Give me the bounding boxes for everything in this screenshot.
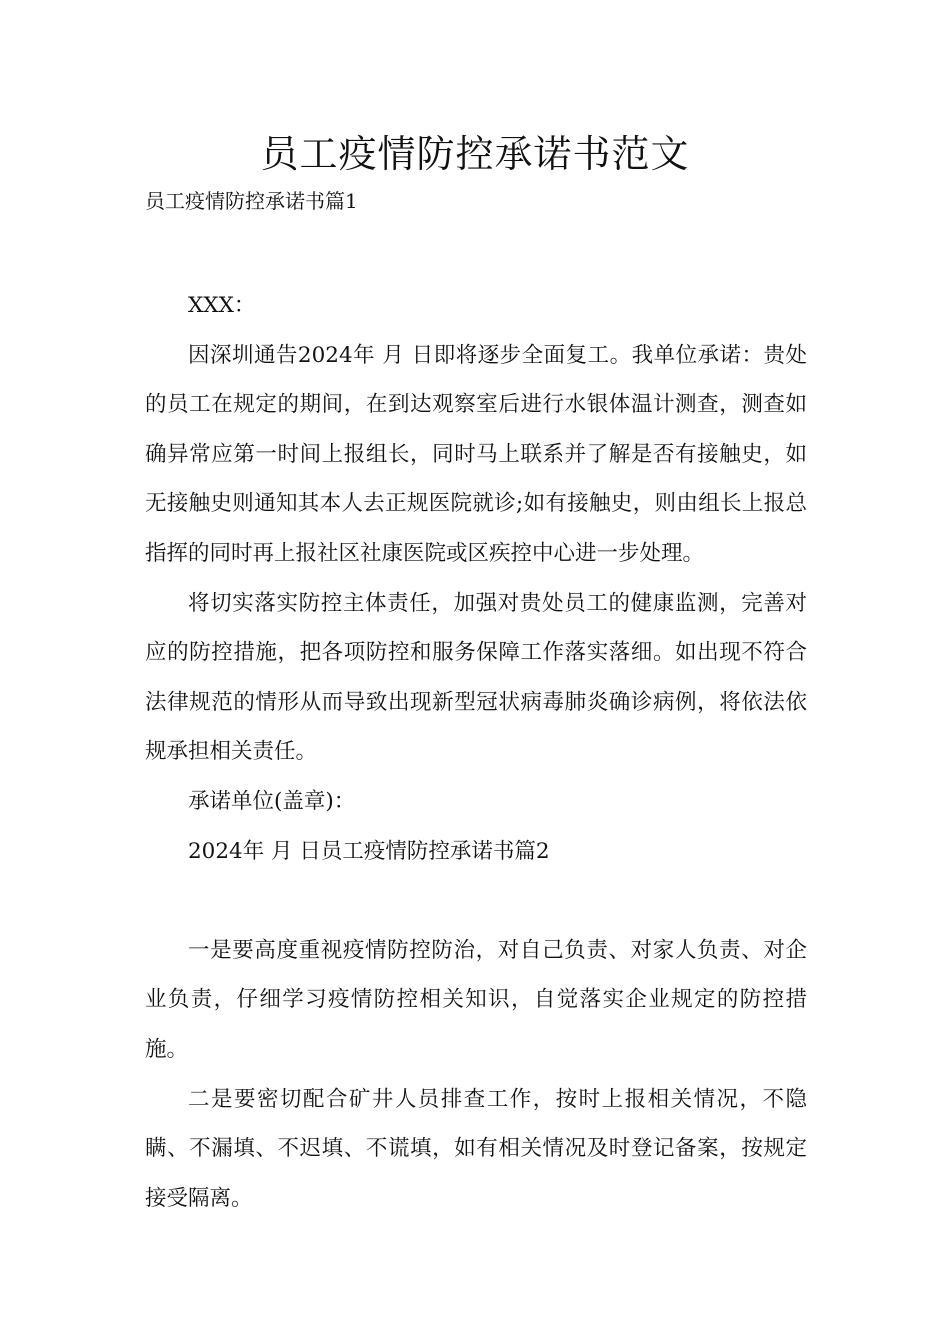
document-title: 员工疫情防控承诺书范文	[260, 132, 690, 176]
salutation: XXX：	[188, 293, 256, 318]
section-2-paragraph-2: 二是要密切配合矿井人员排查工作，按时上报相关情况，不隐瞒、不漏填、不迟填、不谎填，如有相关情况及时登记备案，按规定接受隔离。	[145, 1086, 807, 1211]
paragraph-responsibility: 将切实落实防控主体责任，加强对贵处员工的健康监测，完善对应的防控措施，把各项防控和服务保障工作落实落细。如出现不符合法律规范的情形从而导致出现新型冠状病毒肺炎确诊病例，将依法依规承担相关责任。	[145, 590, 807, 765]
section-1-heading: 员工疫情防控承诺书篇1	[145, 189, 358, 213]
date-and-section-2-heading: 2024年 月 日员工疫情防控承诺书篇2	[188, 838, 550, 864]
document-body	[145, 281, 807, 1223]
paragraph-notice: 因深圳通告2024年 月 日即将逐步全面复工。我单位承诺：贵处的员工在规定的期间，在到达观察室后进行水银体温计测查，测查如确异常应第一时间上报组长，同时马上联系并了解是否有接触史，如无接触史则通知其本人去正规医院就诊;如有接触史，则由组长上报总指挥的同时再上报社区社康医院或区疾控中心进一步处理。	[145, 342, 807, 566]
signature-label: 承诺单位(盖章)：	[188, 788, 356, 814]
section-2-paragraph-1: 一是要高度重视疫情防控防治，对自己负责、对家人负责、对企业负责，仔细学习疫情防控相关知识，自觉落实企业规定的防控措施。	[145, 937, 807, 1062]
